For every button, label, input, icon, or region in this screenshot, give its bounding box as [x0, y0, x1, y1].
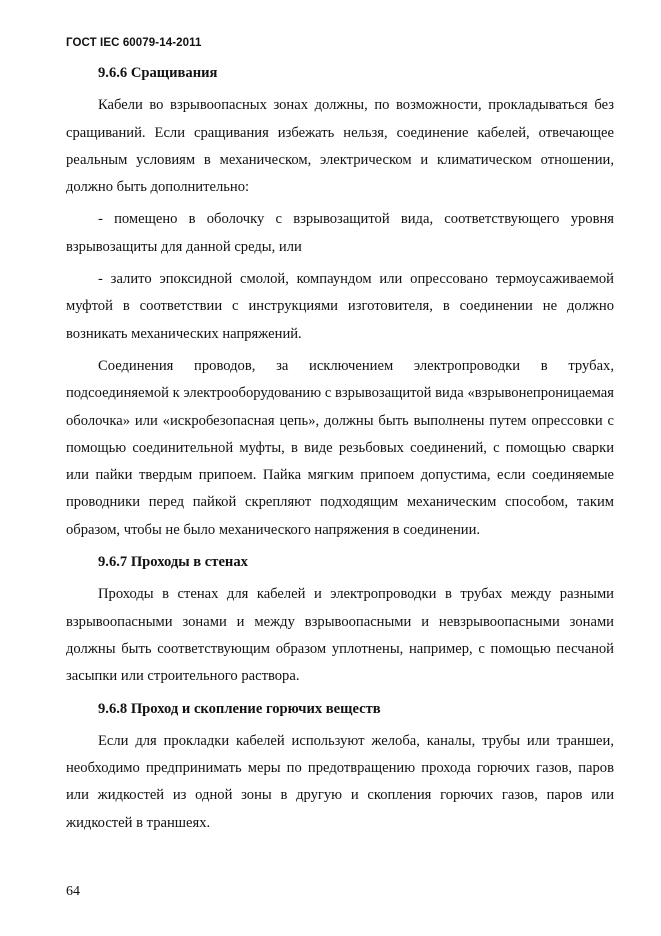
list-item: - помещено в оболочку с взрывозащитой вида, соответствующего уровня взрывозащиты для данной среды, или	[66, 211, 614, 255]
paragraph: Кабели во взрывоопасных зонах должны, по возможности, прокладываться без сращиваний. Если сращивания избежать нельзя, соединение кабелей, отвечающее реальным условиям в механическом, электрическом и климатическом отношении, должно быть дополнительно:	[66, 97, 614, 196]
section-heading-9-6-8: 9.6.8 Проход и скопление горючих веществ	[98, 700, 381, 717]
list-item: - залито эпоксидной смолой, компаундом или опрессовано термоусаживаемой муфтой в соответствии с инструкциями изготовителя, в соединении не должно возникать механических напряжений.	[66, 271, 614, 342]
page-number: 64	[66, 884, 80, 899]
section-heading-9-6-7: 9.6.7 Проходы в стенах	[98, 554, 248, 571]
paragraph: Если для прокладки кабелей используют желоба, каналы, трубы или траншеи, необходимо предпринимать меры по предотвращению прохода горючих газов, паров или жидкостей из одной зоны в другую и скопления горючих газов, паров или жидкостей в траншеях.	[66, 732, 614, 831]
paragraph: Проходы в стенах для кабелей и электропроводки в трубах между разными взрывоопасными зонами и между взрывоопасными и невзрывоопасными зонами должны быть соответствующим образом уплотнены, например, с помощью песчаной засыпки или строительного раствора.	[66, 586, 614, 685]
standard-header: ГОСТ IEC 60079-14-2011	[66, 37, 202, 49]
section-heading-9-6-6: 9.6.6 Сращивания	[98, 65, 218, 81]
paragraph: Соединения проводов, за исключением электропроводки в трубах, подсоединяемой к электрооборудованию с взрывозащитой вида «взрывонепроницаемая оболочка» или «искробезопасная цепь», должны быть выполнены путем опрессовки с помощью соединительной муфты, в виде резьбовых соединений, с помощью сварки или пайки твердым припоем. Пайка мягким припоем допустима, если соединяемые проводники перед пайкой скрепляют подходящим механическим способом, таким образом, чтобы не было механического напряжения в соединении.	[66, 357, 614, 538]
body-text	[66, 60, 614, 842]
